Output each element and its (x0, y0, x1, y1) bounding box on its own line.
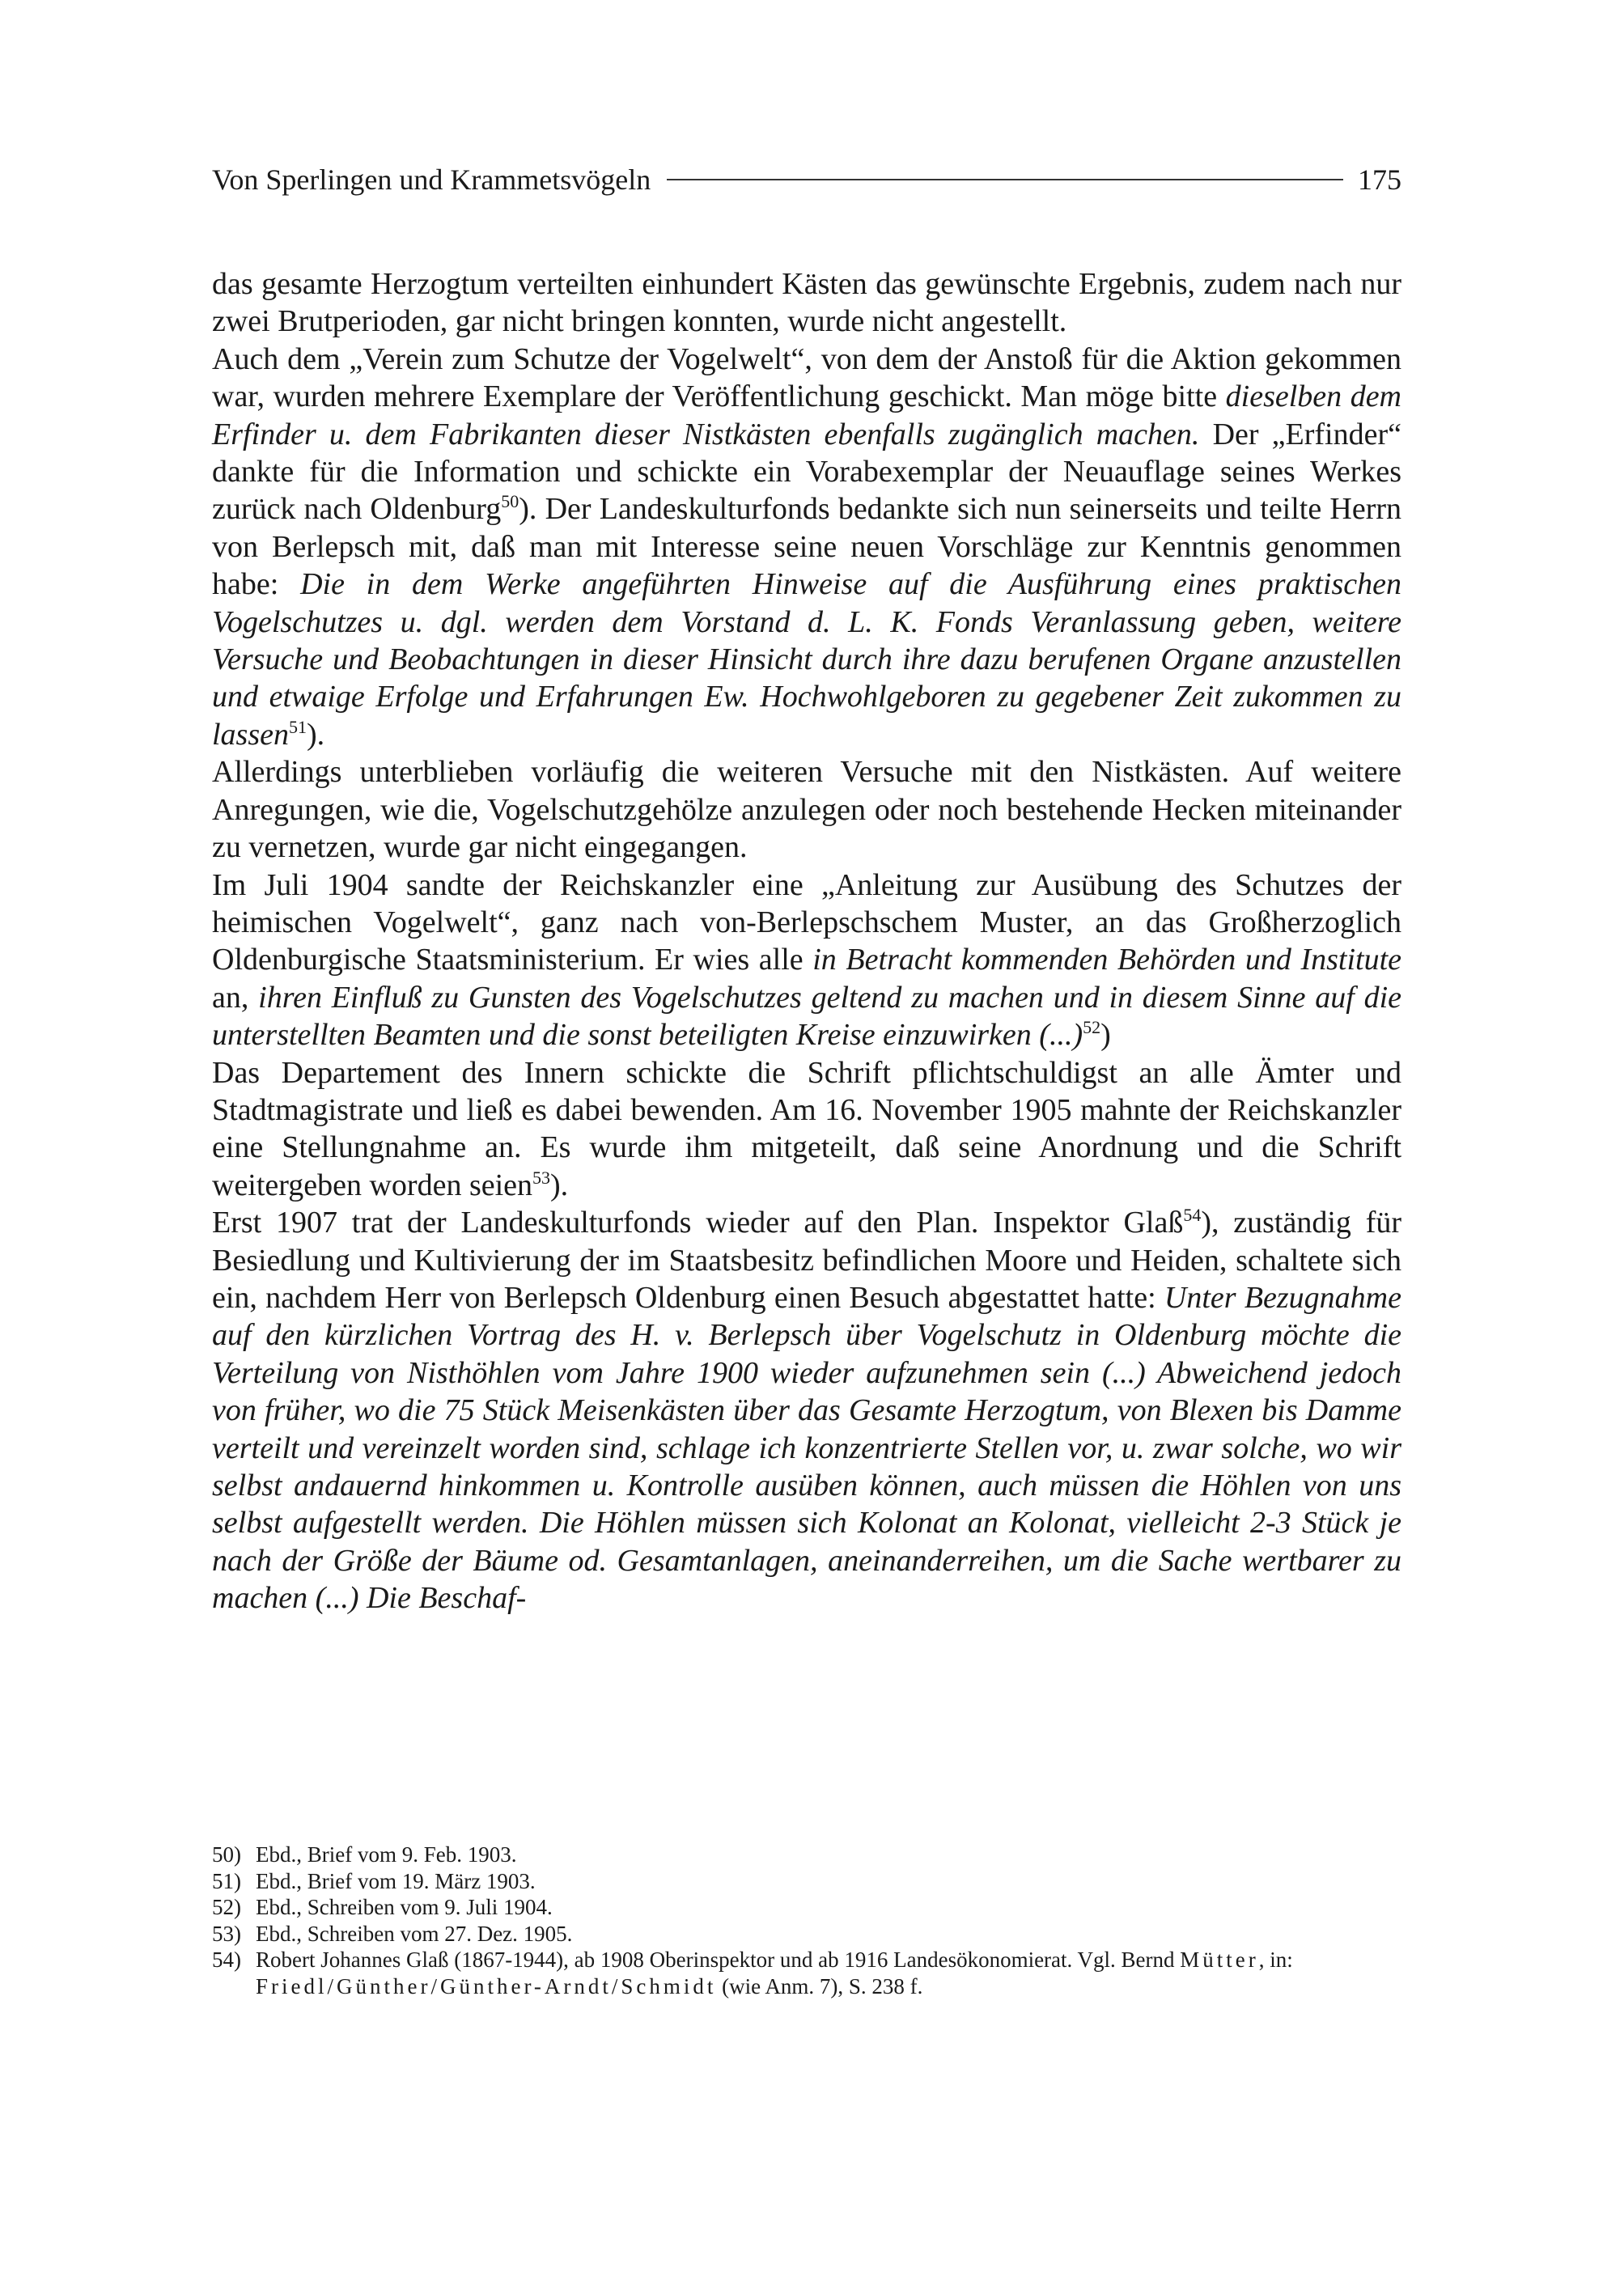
footnote-number: 50) (212, 1842, 241, 1867)
footnote-number: 53) (212, 1921, 241, 1946)
text-run: Das Departement des Innern schickte die Schrift pflichtschuldigst an alle Ämter und Stadtmagistrate und ließ es dabei bewenden. Am 16. November 1905 mahnte der Reichskanzler eine Stellungnahme an. Es wurde ihm mitgeteilt, daß seine Anordnung und die Schrift weitergeben worden seien (212, 1055, 1401, 1202)
footnote (212, 1894, 1401, 1921)
footnote-ref: 54 (1183, 1205, 1202, 1226)
paragraph (212, 341, 1401, 753)
running-head-rule (667, 179, 1343, 180)
paragraph (212, 265, 1401, 341)
footnotes (212, 1842, 1401, 1999)
text-run: ). (307, 717, 325, 752)
body-text (212, 265, 1401, 1617)
quotation-italic: in Betracht kommenden Behörden und Institute (812, 943, 1401, 977)
text-run: an, (212, 980, 259, 1015)
footnote-text (256, 1842, 1401, 1868)
text-run: ), zuständig für Besiedlung und Kultivierung der im Staatsbesitz befindlichen Moore und Heiden, schaltete sich ein, nachdem Herr von Berlepsch Oldenburg einen Besuch abgestattet hatte: (212, 1206, 1402, 1315)
paragraph (212, 753, 1401, 866)
paragraph (212, 867, 1401, 1054)
footnote-number: 52) (212, 1895, 241, 1919)
footnote-text (256, 1921, 1401, 1948)
footnote-text-run: Ebd., Schreiben vom 27. Dez. 1905. (256, 1921, 573, 1946)
footnote-ref: 50 (501, 491, 519, 512)
text-run: ). Der Landeskulturfonds bedankte sich nun seinerseits und teilte Herrn von Berlepsch mit, daß man mit Interesse seine neuen Vorschläge zur Kenntnis genommen habe: (212, 492, 1402, 602)
page-number: 175 (1358, 163, 1401, 196)
text-run: das gesamte Herzogtum verteilten einhundert Kästen das gewünschte Ergebnis, zudem nach nur zwei Brutperioden, gar nicht bringen konnten, wurde nicht angestellt. (212, 267, 1401, 339)
footnote-ref: 53 (532, 1167, 551, 1188)
quotation-italic: ihren Einfluß zu Gunsten des Vogelschutzes geltend zu machen und in diesem Sinne auf die unterstellten Beamten und die sonst beteiligten Kreise einzuwirken (...) (212, 980, 1402, 1053)
footnote-text-run: Ebd., Brief vom 19. März 1903. (256, 1868, 536, 1893)
quotation-italic: Unter Bezugnahme auf den kürzlichen Vortrag des H. v. Berlepsch über Vogelschutz in Oldenburg möchte die Verteilung von Nisthöhlen vom Jahre 1900 wieder aufzunehmen sein (...) Abweichend jedoch von früher, wo die 75 Stück Meisenkästen über das Gesamte Herzogtum, von Blexen bis Damme verteilt und vereinzelt worden sind, schlage ich konzentrierte Stellen vor, u. zwar solche, wo wir selbst andauernd hinkommen u. Kontrolle ausüben können, auch müssen die Höhlen von uns selbst aufgestellt werden. Die Höhlen müssen sich Kolonat an Kolonat, vielleicht 2-3 Stück je nach der Größe der Bäume od. Gesamtanlagen, aneinanderreihen, um die Sache wertbarer zu machen (...) Die Beschaf- (212, 1280, 1401, 1616)
text-run: Im Juli 1904 sandte der Reichskanzler eine „Anleitung zur Ausübung des Schutzes der heimischen Vogelwelt“, ganz nach von-Berlepschschem Muster, an das Großherzoglich Oldenburgische Staatsministerium. Er wies alle (212, 867, 1401, 977)
text-run: Erst 1907 trat der Landeskulturfonds wieder auf den Plan. Inspektor Glaß (212, 1206, 1184, 1240)
text-run: Allerdings unterblieben vorläufig die weiteren Versuche mit den Nistkästen. Auf weitere Anregungen, wie die, Vogelschutzgehölze anzulegen oder noch bestehende Hecken miteinander zu vernetzen, wurde gar nicht eingegangen. (212, 755, 1401, 865)
text-run: Der „Erfinder“ dankte für die Information und schickte ein Vorabexemplar der Neuauflage seines Werkes zurück nach Oldenburg (212, 417, 1402, 527)
footnote-text (256, 1894, 1401, 1921)
text-run: ). (550, 1168, 569, 1202)
quotation-italic: Die in dem Werke angeführten Hinweise auf die Ausführung eines praktischen Vogelschutzes u. dgl. werden dem Vorstand d. L. K. Fonds Veranlassung geben, weitere Versuche und Beobachtungen in dieser Hinsicht durch ihre dazu berufenen Organe anzustellen und etwaige Erfolge und Erfahrungen Ew. Hochwohlgeboren zu gegebener Zeit zukommen zu lassen (212, 567, 1402, 752)
footnote-text-run: Ebd., Brief vom 9. Feb. 1903. (256, 1842, 517, 1867)
text-run: ) (1100, 1018, 1111, 1053)
footnote-text (256, 1947, 1401, 1999)
footnote (212, 1921, 1401, 1948)
author-name: Friedl/Günther/Günther-Arndt/Schmidt (256, 1973, 717, 1998)
paragraph (212, 1204, 1401, 1617)
footnote-text-run: Robert Johannes Glaß (1867-1944), ab 1908 Oberinspektor und ab 1916 Landesökonomierat. Vgl. Bernd (256, 1948, 1181, 1972)
running-head (212, 162, 1401, 197)
footnote (212, 1947, 1401, 1999)
footnote (212, 1868, 1401, 1895)
author-name: Mütter (1180, 1948, 1259, 1972)
footnote-number: 54) (212, 1948, 241, 1972)
footnote-text (256, 1868, 1401, 1895)
footnote-text-run: , in: (1258, 1948, 1293, 1972)
footnote-text-run: Ebd., Schreiben vom 9. Juli 1904. (256, 1895, 553, 1919)
text-run: Auch dem „Verein zum Schutze der Vogelwelt“, von dem der Anstoß für die Aktion gekommen war, wurden mehrere Exemplare der Veröffentlichung geschickt. Man möge bitte (212, 341, 1401, 414)
footnote-text-run: (wie Anm. 7), S. 238 f. (716, 1973, 923, 1998)
footnote-number: 51) (212, 1868, 241, 1893)
paragraph (212, 1054, 1401, 1205)
footnote (212, 1842, 1401, 1868)
quotation-italic: dieselben dem Erfinder u. dem Fabrikanten dieser Nistkästen ebenfalls zugänglich machen. (212, 379, 1401, 451)
footnote-ref: 52 (1083, 1017, 1101, 1038)
footnote-ref: 51 (289, 716, 307, 737)
page (212, 162, 1401, 1617)
running-head-title: Von Sperlingen und Krammetsvögeln (212, 163, 651, 196)
